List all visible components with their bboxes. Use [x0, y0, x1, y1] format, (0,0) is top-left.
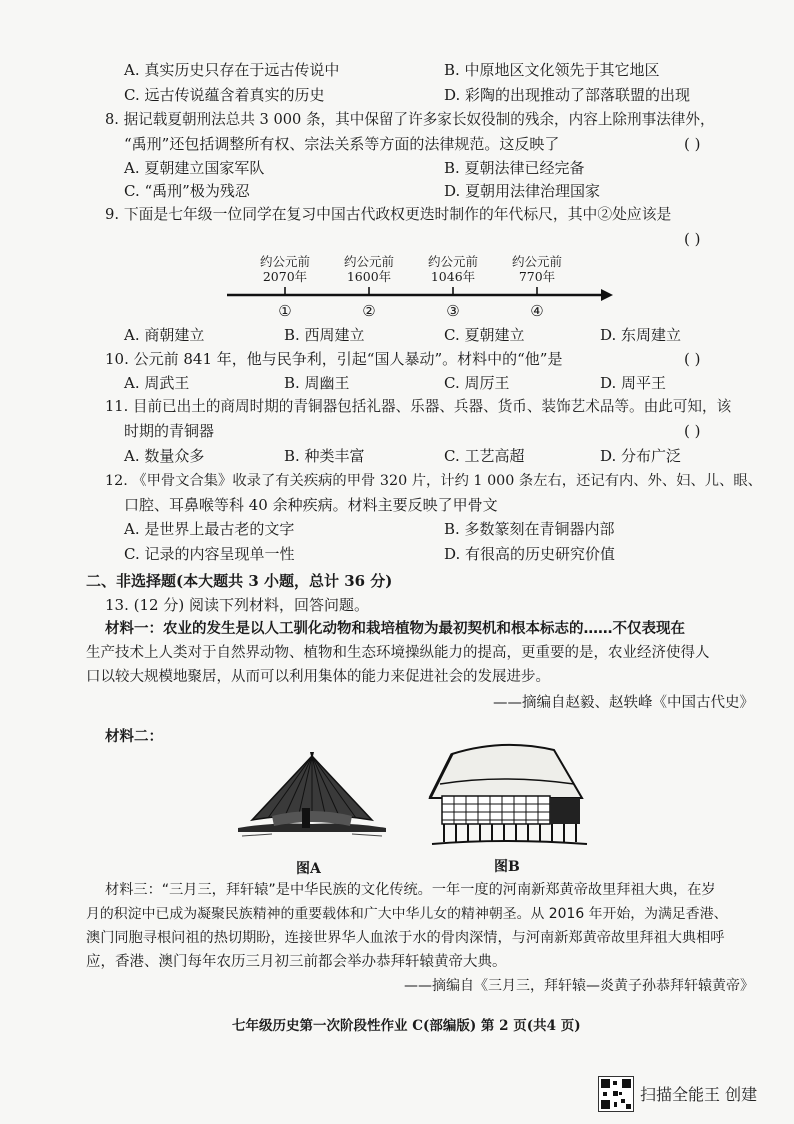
tl-marker-1: ① — [278, 302, 292, 320]
q9-option-d: D. 东周建立 — [600, 326, 682, 344]
timeline-axis — [225, 284, 615, 304]
tl-label-1: 约公元前 2070年 — [259, 254, 310, 284]
q11-answer-blank: ( ) — [684, 422, 701, 440]
q12-stem-line2: 口腔、耳鼻喉等科 40 余种疾病。材料主要反映了甲骨文 — [124, 496, 498, 514]
q8-answer-blank: ( ) — [684, 135, 701, 153]
q10-option-d: D. 周平王 — [600, 374, 667, 392]
tl-marker-4: ④ — [530, 302, 544, 320]
tl-label-4: 约公元前 770年 — [511, 254, 562, 284]
q9-answer-blank: ( ) — [684, 230, 701, 248]
figure-a-caption: 图A — [296, 861, 321, 877]
scanner-watermark: 扫描全能王 创建 — [640, 1085, 758, 1104]
page-footer: 七年级历史第一次阶段性作业 C(部编版) 第 2 页(共4 页) — [232, 1018, 581, 1034]
q8-option-a: A. 夏朝建立国家军队 — [124, 159, 265, 177]
q13-stem: 13. (12 分) 阅读下列材料，回答问题。 — [105, 596, 369, 614]
q7-option-b: B. 中原地区文化领先于其它地区 — [444, 61, 660, 79]
q7-option-d: D. 彩陶的出现推动了部落联盟的出现 — [444, 86, 691, 104]
q9-option-c: C. 夏朝建立 — [444, 326, 525, 344]
material-three-line4: 应，香港、澳门每年农历三月初三前都会举办恭拜轩辕黄帝大典。 — [86, 954, 507, 970]
tl-label-2: 约公元前 1600年 — [343, 254, 394, 284]
q8-stem-line2: “禹刑”还包括调整所有权、宗法关系等方面的法律规范。这反映了 — [124, 135, 560, 153]
section-two-heading: 二、非选择题(本大题共 3 小题，总计 36 分) — [86, 572, 393, 590]
material-one-line1: 材料一：农业的发生是以人工驯化动物和栽培植物为最初契机和根本标志的……不仅表现在 — [105, 621, 685, 637]
q12-option-c: C. 记录的内容呈现单一性 — [124, 545, 295, 563]
q7-option-a: A. 真实历史只存在于远古传说中 — [124, 61, 340, 79]
q10-answer-blank: ( ) — [684, 350, 701, 368]
q11-option-c: C. 工艺高超 — [444, 447, 525, 465]
figure-a-hut-image — [232, 748, 392, 844]
material-three-source: ——摘编自《三月三，拜轩辕—炎黄子孙恭拜轩辕黄帝》 — [404, 978, 754, 994]
material-three-line3: 澳门同胞寻根问祖的热切期盼，连接世界华人血浓于水的骨肉深情，与河南新郑黄帝故里拜祖大典相呼 — [86, 930, 725, 946]
q10-stem: 10. 公元前 841 年，他与民争利，引起“国人暴动”。材料中的“他”是 — [105, 350, 563, 368]
q9-option-a: A. 商朝建立 — [124, 326, 205, 344]
material-one-source: ——摘编自赵毅、赵轶峰《中国古代史》 — [493, 695, 754, 711]
material-two-label: 材料二： — [105, 729, 163, 745]
material-three-line1: 材料三：“三月三，拜轩辕”是中华民族的文化传统。一年一度的河南新郑黄帝故里拜祖大典，在岁 — [105, 882, 716, 898]
q7-option-c: C. 远古传说蕴含着真实的历史 — [124, 86, 325, 104]
q11-option-a: A. 数量众多 — [124, 447, 205, 465]
q12-option-d: D. 有很高的历史研究价值 — [444, 545, 616, 563]
material-one-line3: 口以较大规模地聚居，从而可以利用集体的能力来促进社会的发展进步。 — [86, 669, 550, 685]
q9-stem: 9. 下面是七年级一位同学在复习中国古代政权更迭时制作的年代标尺，其中②处应该是 — [105, 206, 672, 223]
q10-option-c: C. 周厉王 — [444, 374, 510, 392]
q11-stem-line1: 11. 目前已出土的商周时期的青铜器包括礼器、乐器、兵器、货币、装饰艺术品等。由此可知，该 — [105, 398, 732, 415]
q8-option-c: C. “禹刑”极为残忍 — [124, 182, 250, 200]
figure-b-caption: 图B — [494, 859, 520, 875]
q11-option-d: D. 分布广泛 — [600, 447, 682, 465]
q8-option-b: B. 夏朝法律已经完备 — [444, 159, 585, 177]
q12-option-a: A. 是世界上最古老的文字 — [124, 520, 295, 538]
q8-option-d: D. 夏朝用法律治理国家 — [444, 182, 601, 200]
q9-option-b: B. 西周建立 — [284, 326, 365, 344]
material-three-line2: 月的积淀中已成为凝聚民族精神的重要载体和广大中华儿女的精神朝圣。从 2016 年开始，为满足香港、 — [86, 906, 728, 922]
q11-option-b: B. 种类丰富 — [284, 447, 365, 465]
q12-stem-line1: 12. 《甲骨文合集》收录了有关疾病的甲骨 320 片，计约 1 000 条左右，还记有内、外、妇、儿、眼、 — [105, 473, 762, 489]
q12-option-b: B. 多数篆刻在青铜器内部 — [444, 520, 615, 538]
q10-option-a: A. 周武王 — [124, 374, 190, 392]
q8-stem-line1: 8. 据记载夏朝刑法总共 3 000 条，其中保留了许多家长奴役制的残余，内容上除刑事法律外， — [105, 111, 715, 128]
qr-code-icon — [598, 1076, 634, 1112]
tl-label-3: 约公元前 1046年 — [427, 254, 478, 284]
q10-option-b: B. 周幽王 — [284, 374, 350, 392]
figure-b-stilt-house-image — [422, 740, 592, 848]
q11-stem-line2: 时期的青铜器 — [124, 422, 215, 440]
tl-marker-2: ② — [362, 302, 376, 320]
material-one-line2: 生产技术上人类对于自然界动物、植物和生态环境操纵能力的提高，更重要的是，农业经济使得人 — [86, 645, 710, 661]
tl-marker-3: ③ — [446, 302, 460, 320]
